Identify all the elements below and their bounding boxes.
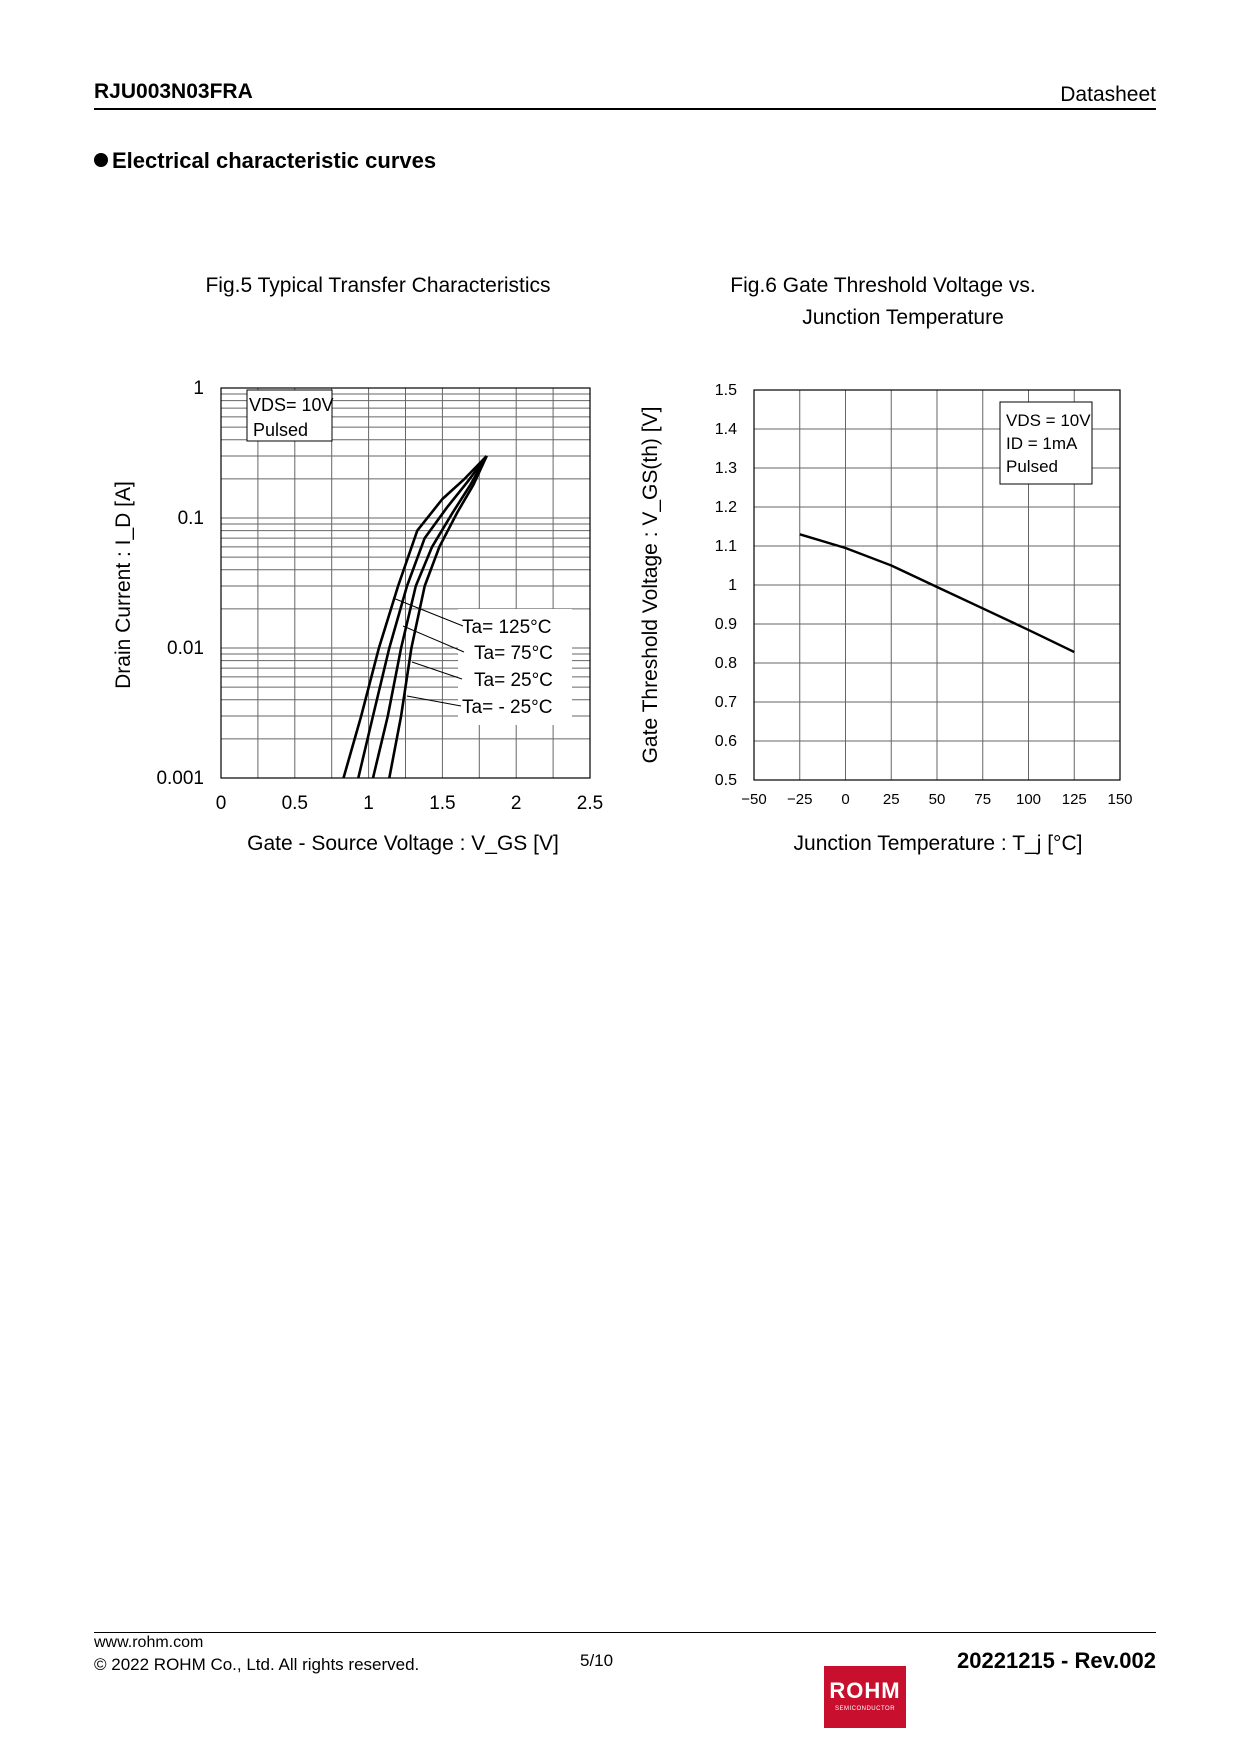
fig5-y-tick-label: 1 bbox=[193, 378, 204, 399]
fig5-legend-minus25: Ta= - 25°C bbox=[462, 697, 553, 718]
fig6-y-tick-label: 0.6 bbox=[714, 733, 737, 750]
fig5-title: Fig.5 Typical Transfer Characteristics bbox=[205, 274, 551, 297]
fig5-x-tick-label: 1 bbox=[363, 793, 374, 814]
revision-label: 20221215 - Rev.002 bbox=[957, 1648, 1156, 1673]
document-type: Datasheet bbox=[1060, 83, 1156, 106]
fig6-y-tick-label: 1 bbox=[728, 577, 737, 594]
fig6-title-line2: Junction Temperature bbox=[802, 306, 1004, 329]
fig6-x-tick-label: 25 bbox=[882, 791, 900, 808]
fig6-x-tick-label: 125 bbox=[1061, 791, 1087, 808]
fig5-xlabel: Gate - Source Voltage : V_GS [V] bbox=[247, 832, 559, 855]
logo-subtext: SEMICONDUCTOR bbox=[834, 1706, 896, 1712]
fig6-x-tick-label: −50 bbox=[741, 791, 767, 808]
section-title: Electrical characteristic curves bbox=[112, 148, 437, 173]
fig5-y-tick-label: 0.001 bbox=[156, 768, 204, 789]
fig6-x-tick-label: 150 bbox=[1107, 791, 1133, 808]
fig5-legend-25: Ta= 25°C bbox=[474, 670, 553, 691]
fig5-legend bbox=[393, 598, 572, 725]
fig5-y-tick-label: 0.1 bbox=[177, 508, 204, 529]
fig6-x-tick-label: 0 bbox=[841, 791, 850, 808]
fig6-x-tick-label: −25 bbox=[787, 791, 813, 808]
fig5-x-tick-label: 2.5 bbox=[576, 793, 604, 814]
fig5-x-tick-label: 0 bbox=[215, 793, 227, 814]
fig5-ylabel: Drain Current : I_D [A] bbox=[112, 481, 135, 689]
fig6-condition-vds: VDS = 10V bbox=[1006, 411, 1091, 430]
logo-text: ROHM bbox=[829, 1678, 901, 1703]
page-number: 5/10 bbox=[580, 1651, 614, 1670]
fig6-chart bbox=[639, 274, 1133, 855]
fig6-x-tick-label: 100 bbox=[1015, 791, 1042, 808]
footer-copyright: © 2022 ROHM Co., Ltd. All rights reserved. bbox=[94, 1655, 420, 1674]
fig5-leader-line bbox=[407, 696, 461, 706]
fig5-x-tick-label: 0.5 bbox=[281, 793, 309, 814]
fig5-conditions-box bbox=[247, 390, 334, 441]
fig5-legend-125: Ta= 125°C bbox=[462, 617, 552, 638]
fig6-ylabel: Gate Threshold Voltage : V_GS(th) [V] bbox=[639, 406, 662, 764]
fig5-condition-vds: VDS= 10V bbox=[249, 395, 334, 415]
footer-url[interactable]: www.rohm.com bbox=[94, 1634, 204, 1651]
fig6-title-line1: Fig.6 Gate Threshold Voltage vs. bbox=[730, 274, 1036, 297]
fig6-x-tick-label: 75 bbox=[974, 791, 992, 808]
fig6-condition-pulsed: Pulsed bbox=[1006, 457, 1058, 476]
fig6-condition-id: ID = 1mA bbox=[1006, 434, 1078, 453]
fig5-x-tick-label: 2 bbox=[510, 793, 522, 814]
fig6-y-tick-label: 0.7 bbox=[714, 694, 737, 711]
fig5-leader-line bbox=[393, 598, 463, 626]
fig6-y-tick-label: 1.2 bbox=[714, 499, 737, 516]
fig5-condition-pulsed: Pulsed bbox=[253, 420, 309, 440]
fig6-xlabel: Junction Temperature : T_j [°C] bbox=[793, 832, 1083, 855]
fig5-y-tick-label: 0.01 bbox=[167, 638, 204, 659]
fig6-y-tick-label: 1.1 bbox=[714, 538, 737, 555]
fig5-legend-75: Ta= 75°C bbox=[474, 643, 553, 664]
fig6-y-tick-label: 0.8 bbox=[714, 655, 737, 672]
rohm-logo bbox=[824, 1666, 906, 1728]
fig6-y-tick-label: 0.9 bbox=[714, 616, 737, 633]
fig6-conditions-box bbox=[1000, 402, 1092, 484]
fig6-y-tick-label: 1.3 bbox=[714, 460, 737, 477]
fig5-chart bbox=[112, 274, 603, 855]
fig6-y-tick-label: 1.4 bbox=[714, 421, 737, 438]
fig6-y-tick-label: 0.5 bbox=[714, 772, 737, 789]
footer-rule bbox=[94, 1632, 1156, 1633]
fig5-x-tick-label: 1.5 bbox=[429, 793, 456, 814]
part-number: RJU003N03FRA bbox=[94, 80, 253, 103]
fig6-x-tick-label: 50 bbox=[928, 791, 946, 808]
fig6-y-tick-label: 1.5 bbox=[714, 382, 737, 399]
